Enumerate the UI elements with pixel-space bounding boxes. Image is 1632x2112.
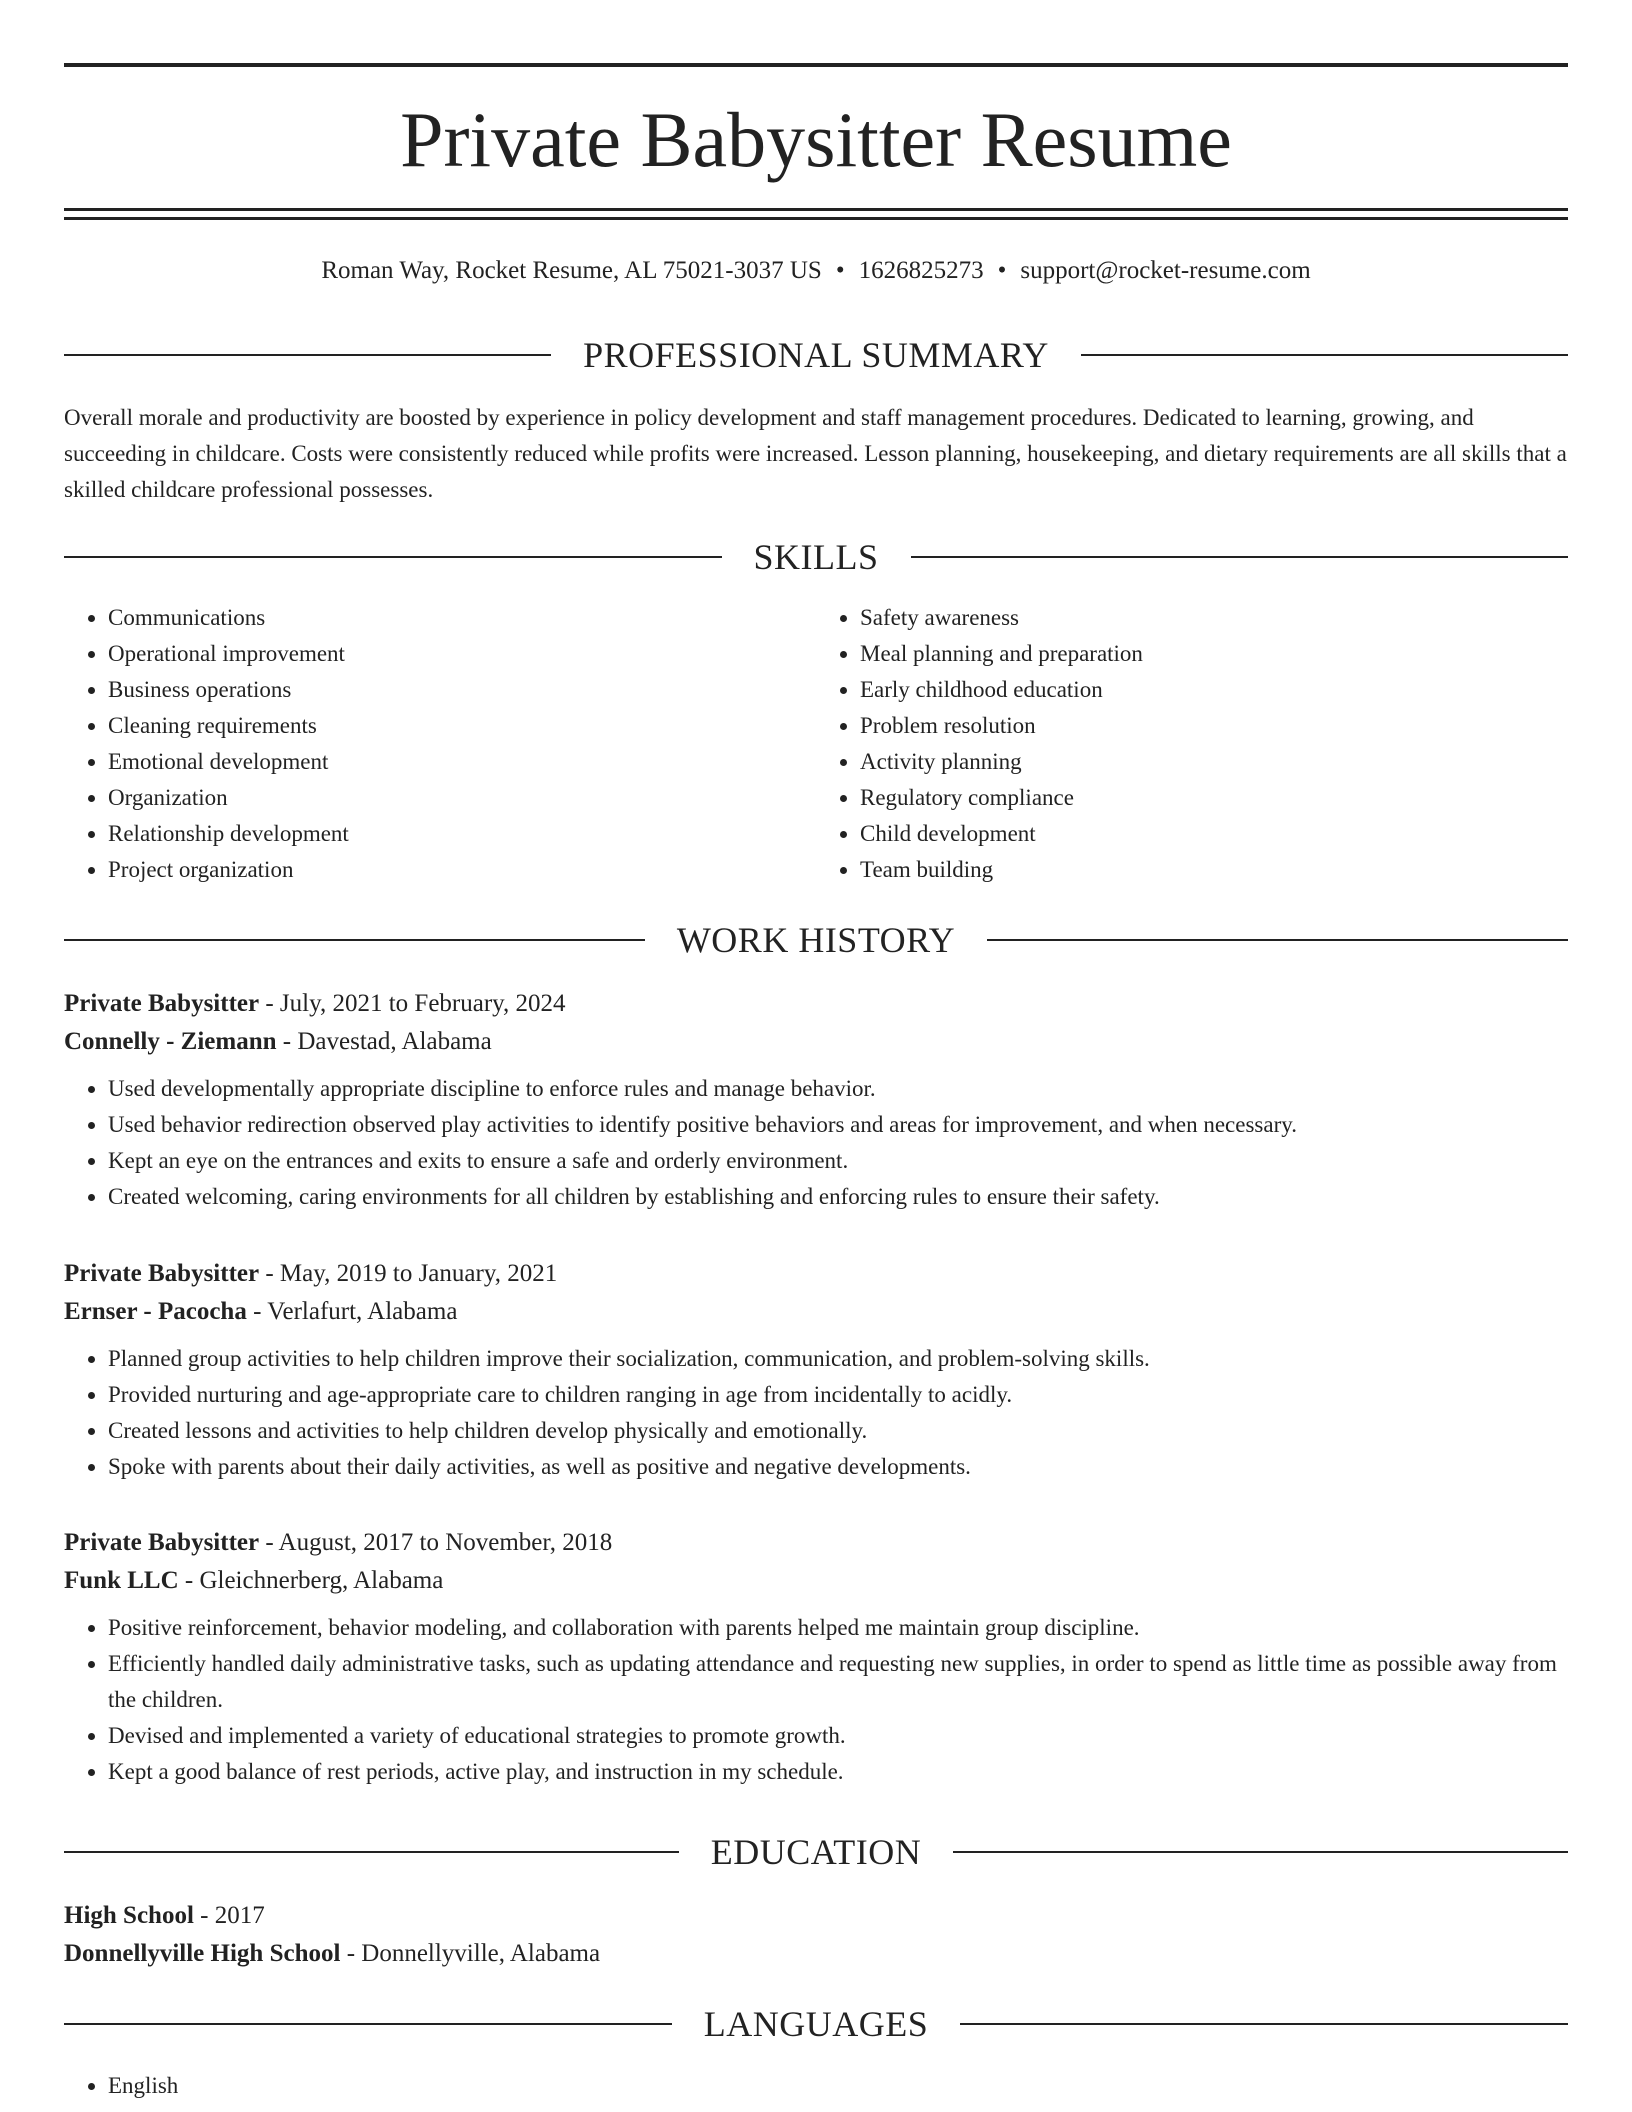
job-bullet: • Devised and implemented a variety of educational strategies to promote growth.: [108, 1718, 1568, 1754]
section-header-education: [64, 1830, 1568, 1874]
job-bullets: [64, 1341, 1568, 1485]
skills-list: [64, 600, 1568, 888]
job-title-line: [64, 985, 1568, 1023]
section-title-work: WORK HISTORY: [676, 920, 956, 960]
title-double-rule: [64, 208, 1568, 220]
education-school-line: [64, 1935, 1568, 1973]
education-entry: [64, 1897, 1568, 1973]
education-degree: High School: [64, 1902, 194, 1929]
job-entry: [64, 1255, 1568, 1485]
section-header-languages: [64, 2002, 1568, 2046]
job-bullet: • Efficiently handled daily administrative tasks, such as updating attendance and requesting new supplies, in order to spend as little time as possible away from the children.: [108, 1646, 1568, 1718]
section-rule: [1081, 354, 1568, 356]
job-bullet: • Used developmentally appropriate discipline to enforce rules and manage behavior.: [108, 1071, 1568, 1107]
summary-text: Overall morale and productivity are boosted by experience in policy development and staff management procedures. Dedicated to learning, growing, and succeeding in childcare. Costs were consistently reduced while profits were increased. Lesson planning, housekeeping, and dietary requirements are all skills that a skilled childcare professional possesses.: [64, 405, 1567, 502]
skill-item: • Operational improvement: [108, 636, 816, 672]
skill-item: • Meal planning and preparation: [860, 636, 1568, 672]
job-bullet: • Positive reinforcement, behavior modeling, and collaboration with parents helped me maintain group discipline.: [108, 1610, 1568, 1646]
contact-address: Roman Way, Rocket Resume, AL 75021-3037 US: [321, 257, 822, 284]
skill-item: • Team building: [860, 852, 1568, 888]
section-rule: [987, 939, 1568, 941]
job-bullet: • Spoke with parents about their daily activities, as well as positive and negative developments.: [108, 1449, 1568, 1485]
skills-column-left: [64, 600, 816, 888]
job-bullet: • Provided nurturing and age-appropriate care to children ranging in age from incidentally to acidly.: [108, 1377, 1568, 1413]
skill-item: • Early childhood education: [860, 672, 1568, 708]
resume-title: Private Babysitter Resume: [400, 96, 1232, 183]
job-company: Ernser - Pacocha: [64, 1298, 247, 1325]
language-item: • English: [108, 2068, 1568, 2104]
skill-item: • Activity planning: [860, 744, 1568, 780]
job-bullet: • Kept a good balance of rest periods, active play, and instruction in my schedule.: [108, 1754, 1568, 1790]
job-location: - Gleichnerberg, Alabama: [178, 1567, 444, 1594]
skill-item: • Cleaning requirements: [108, 708, 816, 744]
section-title-skills: SKILLS: [753, 537, 879, 577]
skill-item: • Problem resolution: [860, 708, 1568, 744]
job-location: - Verlafurt, Alabama: [246, 1298, 458, 1325]
job-dates: - August, 2017 to November, 2018: [259, 1529, 613, 1556]
section-title-education: EDUCATION: [710, 1832, 922, 1872]
section-rule: [64, 939, 645, 941]
section-rule: [960, 2023, 1568, 2025]
section-rule: [911, 556, 1569, 558]
section-header-work: [64, 918, 1568, 962]
contact-separator: •: [997, 257, 1007, 284]
skill-item: • Child development: [860, 816, 1568, 852]
job-bullet: • Kept an eye on the entrances and exits to ensure a safe and orderly environment.: [108, 1143, 1568, 1179]
section-rule: [64, 1851, 679, 1853]
education-location: - Donnellyville, Alabama: [340, 1940, 601, 1967]
languages-list: [64, 2068, 1568, 2104]
skill-item: • Organization: [108, 780, 816, 816]
language-bullets: [64, 2068, 1568, 2104]
job-company-line: [64, 1293, 1568, 1331]
skill-item: • Relationship development: [108, 816, 816, 852]
job-company: Connelly - Ziemann: [64, 1028, 277, 1055]
section-rule: [64, 556, 722, 558]
section-header-summary: [64, 333, 1568, 377]
job-company: Funk LLC: [64, 1567, 179, 1594]
job-title: Private Babysitter: [64, 1529, 260, 1556]
education-year: - 2017: [193, 1902, 265, 1929]
job-title: Private Babysitter: [64, 990, 260, 1017]
skill-item: • Project organization: [108, 852, 816, 888]
education-degree-line: [64, 1897, 1568, 1935]
skill-item: • Safety awareness: [860, 600, 1568, 636]
skill-item: • Emotional development: [108, 744, 816, 780]
job-bullets: [64, 1071, 1568, 1215]
contact-phone: 1626825273: [858, 257, 984, 284]
contact-line: [64, 256, 1568, 286]
section-title-languages: LANGUAGES: [703, 2004, 929, 2044]
job-dates: - July, 2021 to February, 2024: [259, 990, 566, 1017]
skill-item: • Business operations: [108, 672, 816, 708]
job-bullets: [64, 1610, 1568, 1790]
job-company-line: [64, 1562, 1568, 1600]
job-title-line: [64, 1524, 1568, 1562]
contact-separator: •: [835, 257, 845, 284]
skills-column-right: [816, 600, 1568, 888]
contact-email: support@rocket-resume.com: [1020, 257, 1311, 284]
job-entry: [64, 1524, 1568, 1790]
education-school: Donnellyville High School: [64, 1940, 341, 1967]
section-rule: [64, 354, 551, 356]
skill-item: • Regulatory compliance: [860, 780, 1568, 816]
job-dates: - May, 2019 to January, 2021: [259, 1260, 558, 1287]
job-title: Private Babysitter: [64, 1260, 260, 1287]
section-title-summary: PROFESSIONAL SUMMARY: [583, 335, 1049, 375]
skill-item: • Communications: [108, 600, 816, 636]
job-bullet: • Planned group activities to help children improve their socialization, communication, and problem-solving skills.: [108, 1341, 1568, 1377]
section-header-skills: [64, 535, 1568, 579]
top-rule: [64, 63, 1568, 67]
job-bullet: • Created welcoming, caring environments for all children by establishing and enforcing rules to ensure their safety.: [108, 1179, 1568, 1215]
job-bullet: • Used behavior redirection observed play activities to identify positive behaviors and areas for improvement, and when necessary.: [108, 1107, 1568, 1143]
job-company-line: [64, 1023, 1568, 1061]
section-rule: [64, 2023, 672, 2025]
job-bullet: • Created lessons and activities to help children develop physically and emotionally.: [108, 1413, 1568, 1449]
section-rule: [953, 1851, 1568, 1853]
job-title-line: [64, 1255, 1568, 1293]
job-location: - Davestad, Alabama: [276, 1028, 492, 1055]
job-entry: [64, 985, 1568, 1215]
